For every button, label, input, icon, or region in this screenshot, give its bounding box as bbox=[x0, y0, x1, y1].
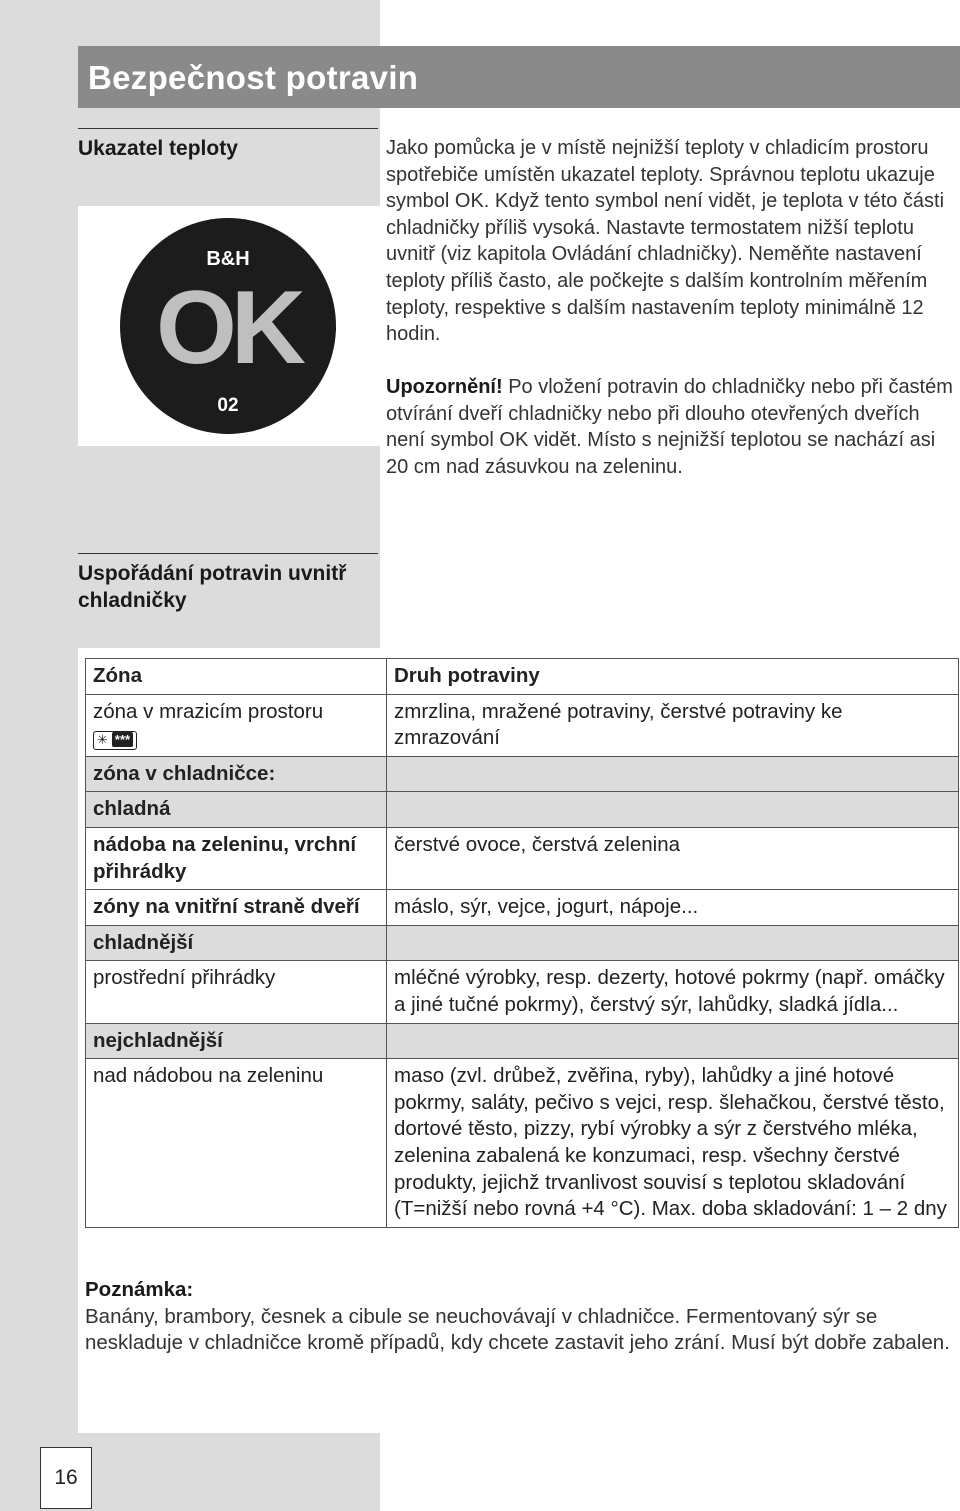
indicator-ok-symbol: OK bbox=[156, 270, 300, 386]
indicator-tick-mark bbox=[324, 328, 336, 331]
food-cell: maso (zvl. drůbež, zvěřina, ryby), lahůdky a jiné hotové pokrmy, saláty, pečivo s vejci, resp. šlehačkou, čerstvé těsto, dortové těsto, pizzy, rybí výrobky a sýr z čerstvého mléka, zelenina zabalená ke konzumaci, resp. všechny čerstvé produkty, jejichž trvanlivost souvisí s teplotou skladování (T=nižší nebo rovná +4 °C). Max. doba skladování: 1 – 2 dny bbox=[387, 1059, 959, 1228]
warning-text: Po vložení potravin do chladničky nebo při častém otvírání dveří chladničky nebo při dlouho otevřených dveřích není symbol OK vidět. Místo s nejnižší teplotou se nachází asi 20 cm nad zásuvkou na zeleninu. bbox=[386, 376, 953, 478]
zone-cell: zóny na vnitřní straně dveří bbox=[86, 890, 387, 926]
table-row bbox=[86, 694, 959, 756]
zone-cell: nejchladnější bbox=[86, 1023, 387, 1059]
zone-cell: nad nádobou na zeleninu bbox=[86, 1059, 387, 1228]
zone-cell: chladnější bbox=[86, 925, 387, 961]
table-row bbox=[86, 827, 959, 889]
note-label: Poznámka: bbox=[85, 1278, 194, 1301]
food-cell: zmrzlina, mražené potraviny, čerstvé potraviny ke zmrazování bbox=[387, 694, 959, 756]
freezer-star-icon: ✳ *** bbox=[93, 731, 137, 750]
zone-cell: nádoba na zeleninu, vrchní přihrádky bbox=[86, 827, 387, 889]
note-block bbox=[85, 1277, 955, 1357]
food-cell: čerstvé ovoce, čerstvá zelenina bbox=[387, 827, 959, 889]
zone-cell: zóna v mrazicím prostoru bbox=[93, 699, 324, 723]
page-title: Bezpečnost potravin bbox=[88, 59, 419, 96]
indicator-number: 02 bbox=[217, 395, 239, 416]
food-cell: mléčné výrobky, resp. dezerty, hotové pokrmy (např. omáčky a jiné tučné pokrmy), čerstvý sýr, lahůdky, sladká jídla... bbox=[387, 961, 959, 1023]
warning-paragraph bbox=[386, 374, 956, 480]
note-text: Banány, brambory, česnek a cibule se neuchovávají v chladničce. Fermentovaný sýr se neskladuje v chladničce kromě případů, kdy chcete zastavit jeho zrání. Musí být dobře zabalen. bbox=[85, 1304, 950, 1355]
table-row bbox=[86, 1023, 959, 1059]
temperature-indicator-paragraph: Jako pomůcka je v místě nejnižší teploty v chladicím prostoru spotřebiče umístěn ukazatel teploty. Správnou teplotu ukazuje symbol OK. Když tento symbol není vidět, je teplota v této části chladničky příliš vysoká. Nastavte termostatem nižší teplotu uvnitř (viz kapitola Ovládání chladničky). Neměňte nastavení teploty příliš často, ale počkejte s dalším kontrolním měřením teploty, respektive s dalším nastavením teploty minimálně 12 hodin. bbox=[386, 137, 945, 346]
table-row bbox=[86, 1059, 959, 1228]
table-row bbox=[86, 890, 959, 926]
section-heading-temperature-indicator: Ukazatel teploty bbox=[78, 128, 378, 162]
zone-cell: zóna v chladničce: bbox=[86, 756, 387, 792]
table-header-row bbox=[86, 659, 959, 695]
page-title-bar bbox=[78, 46, 960, 108]
table-row bbox=[86, 961, 959, 1023]
table-row bbox=[86, 756, 959, 792]
zone-cell: chladná bbox=[86, 792, 387, 828]
temperature-indicator-illustration bbox=[78, 206, 380, 446]
ok-indicator-icon bbox=[120, 218, 336, 434]
food-cell bbox=[387, 792, 959, 828]
page-number: 16 bbox=[40, 1447, 92, 1509]
column-header-food: Druh potraviny bbox=[387, 659, 959, 695]
column-header-zone: Zóna bbox=[86, 659, 387, 695]
section-heading-food-arrangement: Uspořádání potravin uvnitř chladničky bbox=[78, 553, 378, 614]
food-cell: máslo, sýr, vejce, jogurt, nápoje... bbox=[387, 890, 959, 926]
indicator-brand: B&H bbox=[206, 248, 250, 270]
food-zones-table bbox=[85, 658, 959, 1228]
food-cell bbox=[387, 756, 959, 792]
table-row bbox=[86, 925, 959, 961]
warning-label: Upozornění! bbox=[386, 376, 503, 398]
food-cell bbox=[387, 1023, 959, 1059]
food-cell bbox=[387, 925, 959, 961]
table-row bbox=[86, 792, 959, 828]
zone-cell: prostřední přihrádky bbox=[86, 961, 387, 1023]
